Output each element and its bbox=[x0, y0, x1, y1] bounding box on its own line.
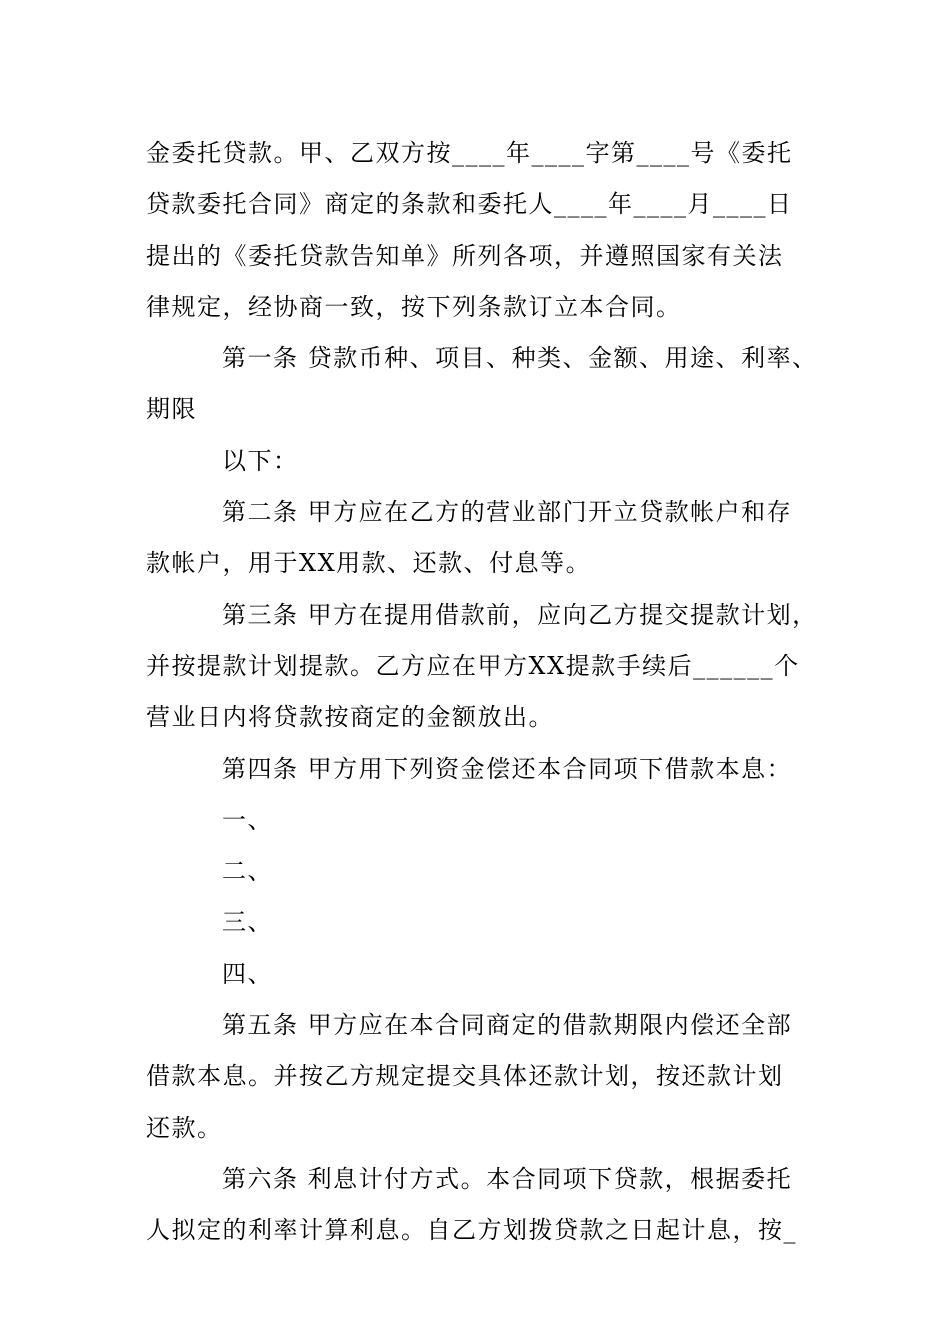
article-heading-line: 第一条 贷款币种、项目、种类、金额、用途、利率、 bbox=[222, 344, 818, 373]
article-heading-line: 第二条 甲方应在乙方的营业部门开立贷款帐户和存 bbox=[222, 498, 793, 527]
text-line: 人拟定的利率计算利息。自乙方划拨贷款之日起计息，按_ bbox=[146, 1216, 797, 1245]
document-body bbox=[146, 128, 818, 1257]
list-item: 一、 bbox=[222, 805, 273, 834]
text-line: 还款。 bbox=[146, 1113, 223, 1142]
list-item: 四、 bbox=[222, 959, 273, 988]
text-line: 提出的《委托贷款告知单》所列各项，并遵照国家有关法 bbox=[146, 241, 784, 270]
text-line: 金委托贷款。甲、乙双方按____年____字第____号《委托 bbox=[146, 139, 793, 167]
text-line: 以下： bbox=[222, 446, 299, 475]
text-line: 期限 bbox=[146, 395, 197, 424]
text-line: 借款本息。并按乙方规定提交具体还款计划，按还款计划 bbox=[146, 1062, 784, 1091]
text-line: 款帐户，用于XX用款、还款、付息等。 bbox=[146, 549, 592, 578]
list-item: 二、 bbox=[222, 857, 273, 886]
text-line: 律规定，经协商一致，按下列条款订立本合同。 bbox=[146, 292, 682, 321]
article-heading-line: 第六条 利息计付方式。本合同项下贷款，根据委托 bbox=[222, 1164, 793, 1193]
text-line: 贷款委托合同》商定的条款和委托人____年____月____日 bbox=[146, 190, 793, 219]
text-line: 营业日内将贷款按商定的金额放出。 bbox=[146, 703, 554, 732]
article-heading-line: 第三条 甲方在提用借款前，应向乙方提交提款计划， bbox=[222, 600, 818, 629]
article-heading-line: 第五条 甲方应在本合同商定的借款期限内偿还全部 bbox=[222, 1011, 793, 1040]
text-line: 并按提款计划提款。乙方应在甲方XX提款手续后______个 bbox=[146, 651, 800, 680]
list-item: 三、 bbox=[222, 908, 273, 937]
article-heading-line: 第四条 甲方用下列资金偿还本合同项下借款本息： bbox=[222, 754, 793, 783]
